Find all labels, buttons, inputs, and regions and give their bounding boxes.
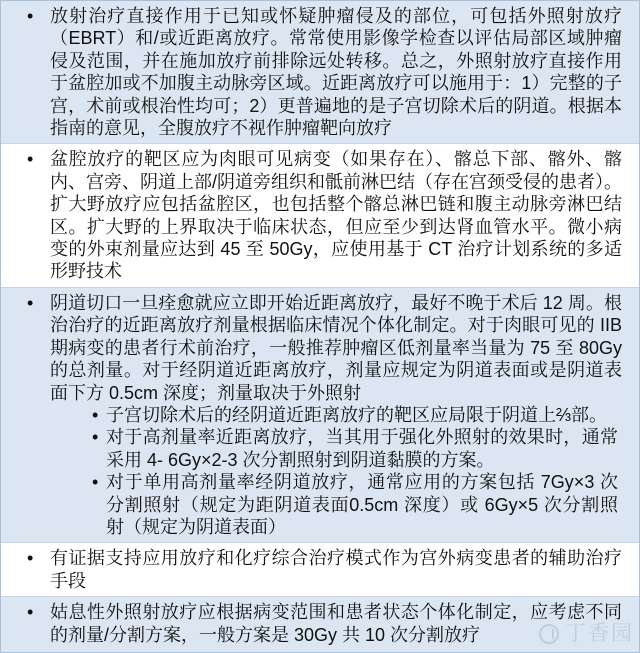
list-item xyxy=(1,547,639,592)
table-row xyxy=(1,597,639,652)
sub-bullet-icon: • xyxy=(92,472,99,493)
bullet-icon: • xyxy=(27,602,34,623)
list-item xyxy=(1,5,639,139)
sub-list-item xyxy=(92,404,618,426)
table-row xyxy=(1,1,639,144)
watermark-text: 丁香园 xyxy=(565,622,634,645)
bullet-icon: • xyxy=(27,548,34,569)
sub-list-item-text: 对于单用高剂量率经阴道放疗，通常应用的方案包括 7Gy×3 次分割照射（规定为距阴道表面0.5cm 深度）或 6Gy×5 次分割照射（规定为阴道表面） xyxy=(106,472,618,537)
bullet-icon: • xyxy=(27,292,34,313)
list-item-text: 姑息性外照射放疗应根据病变范围和患者状态个体化制定，应考虑不同的剂量/分割方案，一般方案是 30Gy 共 10 次分割放疗 xyxy=(50,602,622,645)
list-item-text: 有证据支持应用放疗和化疗综合治疗模式作为宫外病变患者的辅助治疗手段 xyxy=(50,548,622,591)
sub-list-item-text: 子宫切除术后的经阴道近距离放疗的靶区应局限于阴道上⅔部。 xyxy=(106,404,608,425)
sub-list-item xyxy=(92,471,618,538)
bullet-icon: • xyxy=(27,149,34,170)
list-item-text: 盆腔放疗的靶区应为肉眼可见病变（如果存在）、髂总下部、髂外、髂内、宫旁、阴道上部/阴道旁组织和骶前淋巴结（存在宫颈受侵的患者）。扩大野放疗应包括盆腔区，也包括整个髂总淋巴链和腹主动脉旁淋巴结区。扩大野的上界取决于临床状态，但应至少到达肾血管水平。微小病变的外束剂量应达到 45 至 50Gy，应使用基于 CT 治疗计划系统的多适形野技术 xyxy=(50,149,622,282)
table-row xyxy=(1,543,639,597)
list-item-text: 放射治疗直接作用于已知或怀疑肿瘤侵及的部位，可包括外照射放疗（EBRT）和/或近距离放疗。常常使用影像学检查以评估局部区域肿瘤侵及范围，并在施加放疗前排除远处转移。总之，外照射放疗直接作用于盆腔加或不加腹主动脉旁区域。近距离放疗可以施用于：1）完整的子宫，术前或根治性均可；2）更普遍地的是子宫切除术后的阴道。根据本指南的意见，全腹放疗不视作肿瘤靶向放疗 xyxy=(50,6,622,139)
list-item xyxy=(1,601,639,646)
list-item xyxy=(1,292,639,538)
sub-bullet-icon: • xyxy=(92,404,99,425)
sub-bullet-icon: • xyxy=(92,427,99,448)
list-item xyxy=(1,148,639,282)
sub-list-item xyxy=(92,426,618,471)
table-row xyxy=(1,144,639,287)
list-item-text: 阴道切口一旦痊愈就应立即开始近距离放疗，最好不晚于术后 12 周。根治治疗的近距离放疗剂量根据临床情况个体化制定。对于肉眼可见的 IIB 期病变的患者行术前治疗，一般推荐肿瘤区低剂量率当量为 75 至 80Gy 的总剂量。对于经阴道近距离放疗，剂量应规定为阴道表面或是阴道表面下方 0.5cm 深度；剂量取决于外照射 xyxy=(50,292,622,403)
bullet-icon: • xyxy=(27,6,34,26)
table-row xyxy=(1,288,639,543)
sub-list-item-text: 对于高剂量率近距离放疗，当其用于强化外照射的效果时，通常采用 4- 6Gy×2-3 次分割照射到阴道黏膜的方案。 xyxy=(106,427,618,470)
